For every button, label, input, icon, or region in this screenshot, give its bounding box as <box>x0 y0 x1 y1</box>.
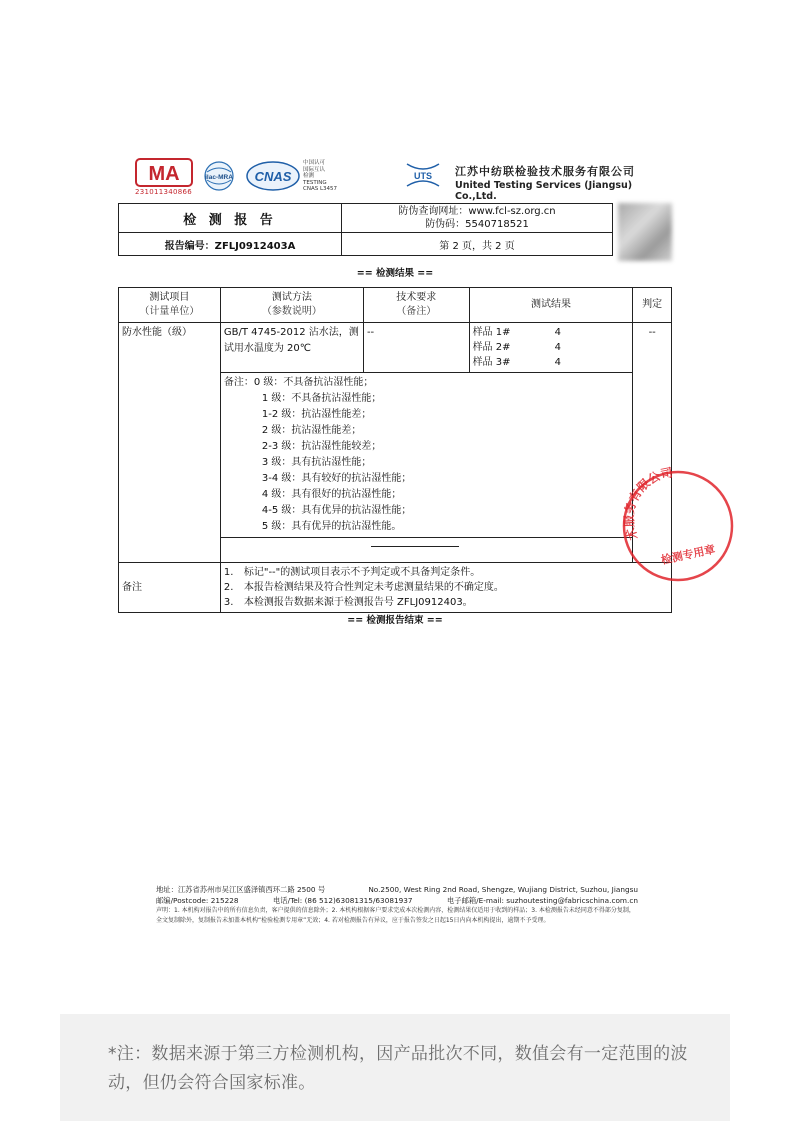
end-title: == 检测报告结束 == <box>347 615 443 626</box>
company-name-cn: 江苏中纺联检验技术服务有限公司 <box>455 165 635 178</box>
sample-result: 样品 2# 4 <box>472 342 561 353</box>
svg-text:ilac-MRA: ilac-MRA <box>205 174 233 181</box>
cell-test-item: 防水性能（级） <box>119 323 221 563</box>
remarks-row <box>119 563 672 613</box>
footer-address <box>156 884 638 926</box>
report-info-table <box>118 203 613 256</box>
header-requirement: 技术要求 （备注） <box>363 288 469 323</box>
svg-text:CNAS: CNAS <box>254 169 292 184</box>
report-title: 检 测 报 告 <box>119 204 342 233</box>
cnas-logo-icon <box>245 160 301 192</box>
sample-result: 样品 1# 4 <box>472 327 561 338</box>
divider-cell <box>220 538 633 563</box>
cell-requirement: -- <box>363 323 469 373</box>
cma-number: 231011340866 <box>135 188 193 196</box>
cnas-text: 中国认可 国际互认 检测 TESTING CNAS L3457 <box>303 160 338 192</box>
sample-result: 样品 3# 4 <box>472 357 561 368</box>
table-header-row <box>119 288 672 323</box>
header-test-item: 测试项目 （计量单位） <box>119 288 221 323</box>
disclaimer-text: *注：数据来源于第三方检测机构，因产品批次不同，数值会有一定范围的波动，但仍会符合国家标准。 <box>108 1044 688 1093</box>
svg-text:MA: MA <box>148 163 180 185</box>
company-name-en: United Testing Services (Jiangsu) Co.,Ltd. <box>455 180 633 202</box>
results-table <box>118 287 672 613</box>
table-row <box>119 323 672 373</box>
remarks-list <box>220 563 671 613</box>
remark-item: 1. 标记"--"的测试项目表示不予判定或不具备判定条件。 <box>223 567 481 578</box>
remark-item: 2. 本报告检测结果及符合性判定未考虑测量结果的不确定度。 <box>223 582 504 593</box>
header-result: 测试结果 <box>469 288 633 323</box>
page-info: 第 2 页，共 2 页 <box>342 233 613 256</box>
results-title: == 检测结果 == <box>356 268 434 279</box>
stamp-arc-text: 术服务有限公司 <box>622 466 674 542</box>
remark-item: 3. 本检测报告数据来源于检测报告号 ZFLJ0912403。 <box>223 597 473 608</box>
declaration-text: 声明：1. 本机构对报告中的所有信息负责，客户提供的信息除外；2. 本机构根据客户要求完成本次检测内容，检测结果仅适用于收到的样品；3. 本检测报告未经同意不得部分复制，全文复制除外，复制报告未加盖本机构“检验检测专用章”无效；4. 若对检测报告有异议，应于报告签发之日起15日内向本机构提出，逾期不予受理。 <box>156 907 635 924</box>
ilac-mra-logo-icon <box>201 160 237 192</box>
uts-logo-icon <box>405 160 441 190</box>
blurred-qr-code <box>618 203 672 261</box>
header-logos <box>135 158 655 202</box>
address-line: 地址：江苏省苏州市吴江区盛泽镇西环二路 2500 号 No.2500, West Ring 2nd Road, Shengze, Wujiang District, Suzhou, Jiangsu <box>156 885 638 894</box>
contact-line: 邮编/Postcode: 215228 电话/Tel: (86 512)63081315/63081937 电子邮箱/E-mail: suzhoutesting@fabricschina.com.cn <box>156 896 638 905</box>
query-site: 防伪查询网址：www.fcl-sz.org.cn <box>398 206 556 217</box>
header-judgement: 判定 <box>633 288 672 323</box>
svg-text:UTS: UTS <box>414 171 432 181</box>
stamp-bottom-text: 检测专用章 <box>659 542 717 567</box>
anti-fake-code: 防伪码：5540718521 <box>425 219 529 230</box>
grade-notes: 备注：0 级：不具备抗沾湿性能； 1 级：不具备抗沾湿性能； 1-2 级：抗沾湿性能差； 2 级：抗沾湿性能差； 2-3 级：抗沾湿性能较差； 3 级：具有抗沾湿性能； 3-4 级：具有较好的抗沾湿性能； 4 级：具有很好的抗沾湿性能； 4-5 级：具有优异的抗沾湿性能； 5 级：具有优异的抗沾湿性能。 <box>220 373 633 538</box>
company-seal-stamp <box>616 466 736 586</box>
cell-results <box>469 323 633 373</box>
remarks-label: 备注 <box>119 563 221 613</box>
cell-test-method: GB/T 4745-2012 沾水法，测试用水温度为 20℃ <box>220 323 363 373</box>
disclaimer-box <box>60 1014 730 1121</box>
report-number: 报告编号：ZFLJ0912403A <box>119 233 342 256</box>
anti-fake-info <box>342 204 613 233</box>
header-test-method: 测试方法 （参数说明） <box>220 288 363 323</box>
cell-judgement: -- <box>633 323 672 563</box>
divider-line <box>371 546 459 547</box>
